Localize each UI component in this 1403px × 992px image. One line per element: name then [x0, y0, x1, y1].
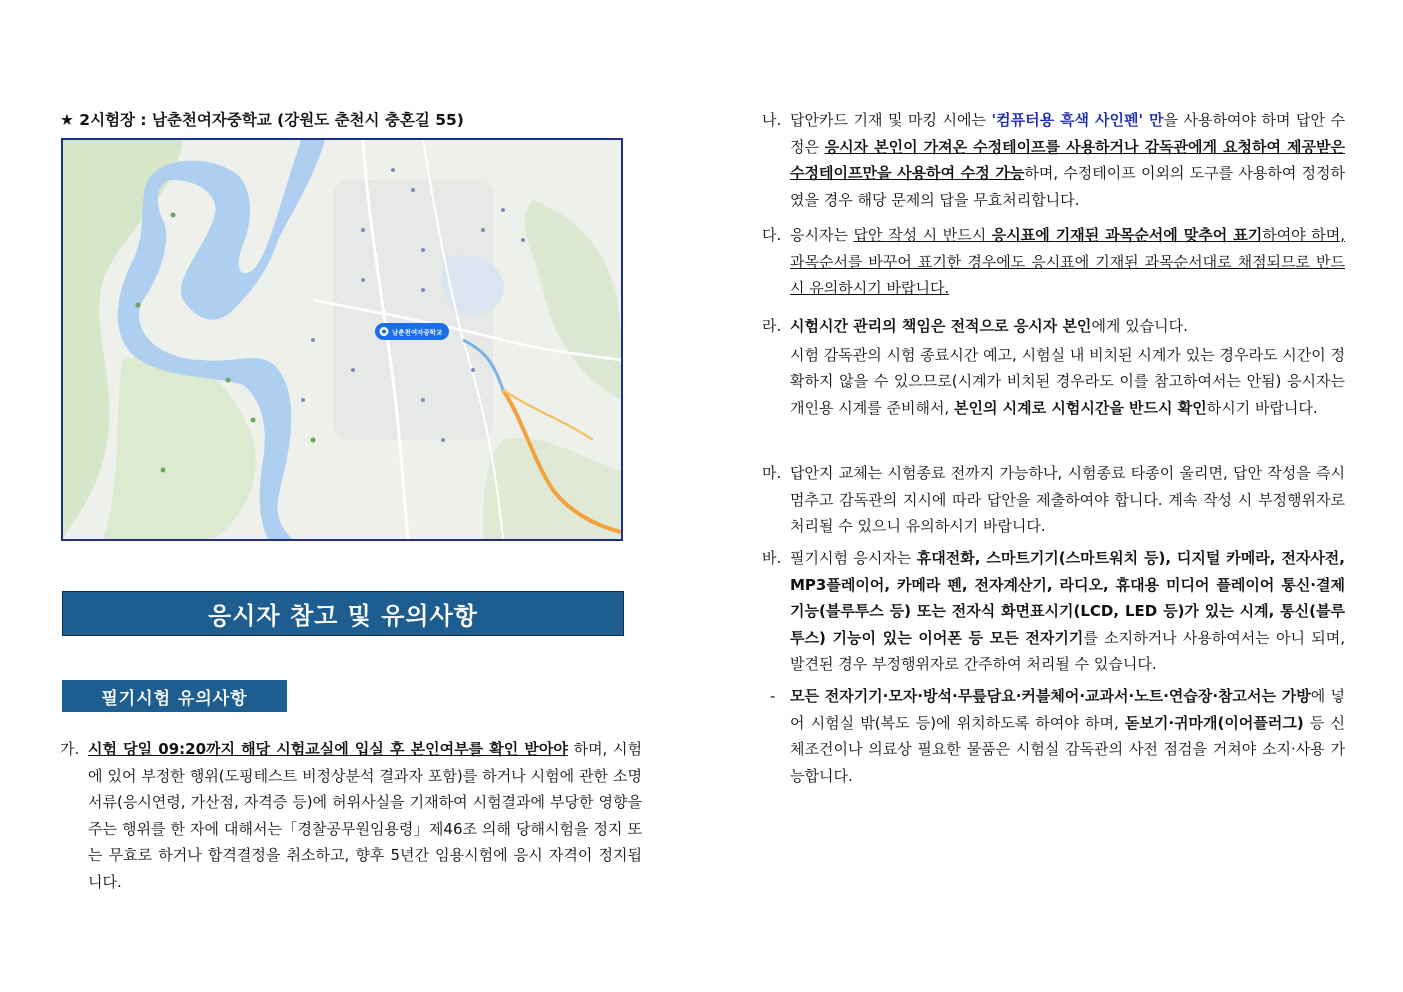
- item-marker: 가.: [60, 740, 80, 758]
- notice-item-ra: [762, 313, 1345, 421]
- item-text: 를 소지하거나 사용하여서는 아니 되며, 발견된 경우 부정행위자로 간주하여 처리될 수 있습니다.: [790, 628, 1345, 673]
- section-banner: 응시자 참고 및 유의사항: [62, 591, 624, 636]
- notice-item-da: [762, 222, 1345, 302]
- map-pin-label: 남춘천여자중학교: [392, 328, 443, 337]
- item-text: 하시기 바랍니다.: [1206, 398, 1318, 417]
- subsection-heading: 필기시험 유의사항: [62, 680, 287, 712]
- item-body: [88, 736, 642, 895]
- item-body: [790, 107, 1345, 213]
- item-body: [790, 222, 1345, 302]
- item-text: 응시자는: [790, 226, 854, 244]
- item-emphasis: 응시표에 기재된 과목순서에 맞추어 표기: [991, 226, 1263, 244]
- item-emphasis: 모든 전자기기·모자·방석·무릎담요·커블체어·교과서·노트·연습장·참고서는 가방: [790, 687, 1311, 705]
- item-text: 하며, 수정테이프 이외의 도구를 사용하여 정정하였을 경우 해당 문제의 답을 무효처리합니다.: [790, 164, 1345, 209]
- item-text: 등 신체조건이나 의료상 필요한 물품은 시험실 감독관의 사전 점검을 거쳐야 소지·사용 가능합니다.: [790, 713, 1345, 785]
- notice-item-na: [762, 107, 1345, 213]
- location-map[interactable]: [61, 138, 623, 541]
- item-emphasis: 시험 당일 09:20까지 해당 시험교실에 입실 후 본인여부를 확인 받아야: [88, 740, 568, 758]
- item-text: 답안카드 기재 및 마킹 시에는: [790, 111, 992, 129]
- item-marker: -: [770, 687, 776, 705]
- item-text: 에게 있습니다.: [1091, 317, 1188, 335]
- item-underlined: 답안 작성 시 반드시: [853, 226, 992, 244]
- item-body: [790, 313, 1345, 421]
- item-text: 시험 감독관의 시험 종료시간 예고, 시험실 내 비치된 시계가 있는 경우라도 시간이 정확하지 않을 수 있으므로(시계가 비치된 경우라도 이를 참고하여서는 안됨) 응시자는 개인용 시계를 준비해서,: [790, 345, 1345, 417]
- item-marker: 라.: [762, 317, 782, 335]
- item-body: [790, 683, 1345, 789]
- map-graphic: [63, 140, 621, 539]
- notice-item-ga: [60, 736, 642, 895]
- notice-item-ba: [762, 545, 1345, 678]
- item-body: [790, 460, 1345, 540]
- notice-item-ma: [762, 460, 1345, 540]
- item-marker: 나.: [762, 111, 782, 129]
- item-line: [790, 313, 1345, 340]
- item-emphasis: 응시자 본인이 가져온 수정테이프를 사용하거나 감독관에게 요청하여 제공받은 수정테이프만을 사용하여 수정 가능: [790, 137, 1346, 182]
- item-emphasis-blue: '컴퓨터용 흑색 사인펜' 만: [991, 111, 1164, 129]
- item-body: [790, 545, 1345, 678]
- item-text: 을 사용하여야 하며 답안 수정은: [790, 111, 1345, 156]
- item-emphasis: 휴대전화, 스마트기기(스마트워치 등), 디지털 카메라, 전자사전, MP3플레이어, 카메라 펜, 전자계산기, 라디오, 휴대용 미디어 플레이어 통신·결제 기능(블루투스 등) 또는 전자식 화면표시기(LCD, LED 등)가 있는 시계, 통신(블루투스) 기능이 있는 이어폰 등 모든 전자기기: [790, 549, 1345, 647]
- item-emphasis: 본인의 시계로 시험시간을 반드시 확인: [953, 398, 1207, 417]
- item-marker: 바.: [762, 549, 782, 567]
- item-text: 답안지 교체는 시험종료 전까지 가능하나, 시험종료 타종이 울리면, 답안 작성을 즉시 멈추고 감독관의 지시에 따라 답안을 제출하여야 합니다. 계속 작성 시 부정행위자로 처리될 수 있으니 유의하시기 바랍니다.: [790, 464, 1345, 535]
- item-text: 하며, 시험에 있어 부정한 행위(도핑테스트 비정상분석 결과자 포함)를 하거나 시험에 관한 소명서류(응시연령, 가산점, 자격증 등)에 허위사실을 기재하여 시험결과에 부당한 영향을 주는 행위를 한 자에 대해서는「경찰공무원임용령」제46조 의해 당해시험을 정지 또는 무효로 하거나 합격결정을 취소하고, 향후 5년간 임용시험에 응시 자격이 정지됩니다.: [88, 740, 643, 891]
- item-text: 필기시험 응시자는: [790, 549, 917, 567]
- notice-item-dash: [762, 683, 1345, 789]
- item-marker: 다.: [762, 226, 782, 244]
- item-text: 에 넣어 시험실 밖(복도 등)에 위치하도록 하여야 하며,: [790, 687, 1345, 732]
- item-emphasis: 돋보기·귀마개(이어플러그): [1124, 713, 1304, 732]
- item-marker: 마.: [762, 464, 782, 482]
- item-underlined: 하여야 하며, 과목순서를 바꾸어 표기한 경우에도 응시표에 기재된 과목순서대로 채점되므로 반드시 유의하시기 바랍니다.: [790, 226, 1345, 297]
- item-emphasis: 시험시간 관리의 책임은 전적으로 응시자 본인: [790, 317, 1092, 335]
- venue-title: ★ 2시험장 : 남춘천여자중학교 (강원도 춘천시 충혼길 55): [60, 111, 464, 129]
- item-paragraph: [790, 342, 1345, 422]
